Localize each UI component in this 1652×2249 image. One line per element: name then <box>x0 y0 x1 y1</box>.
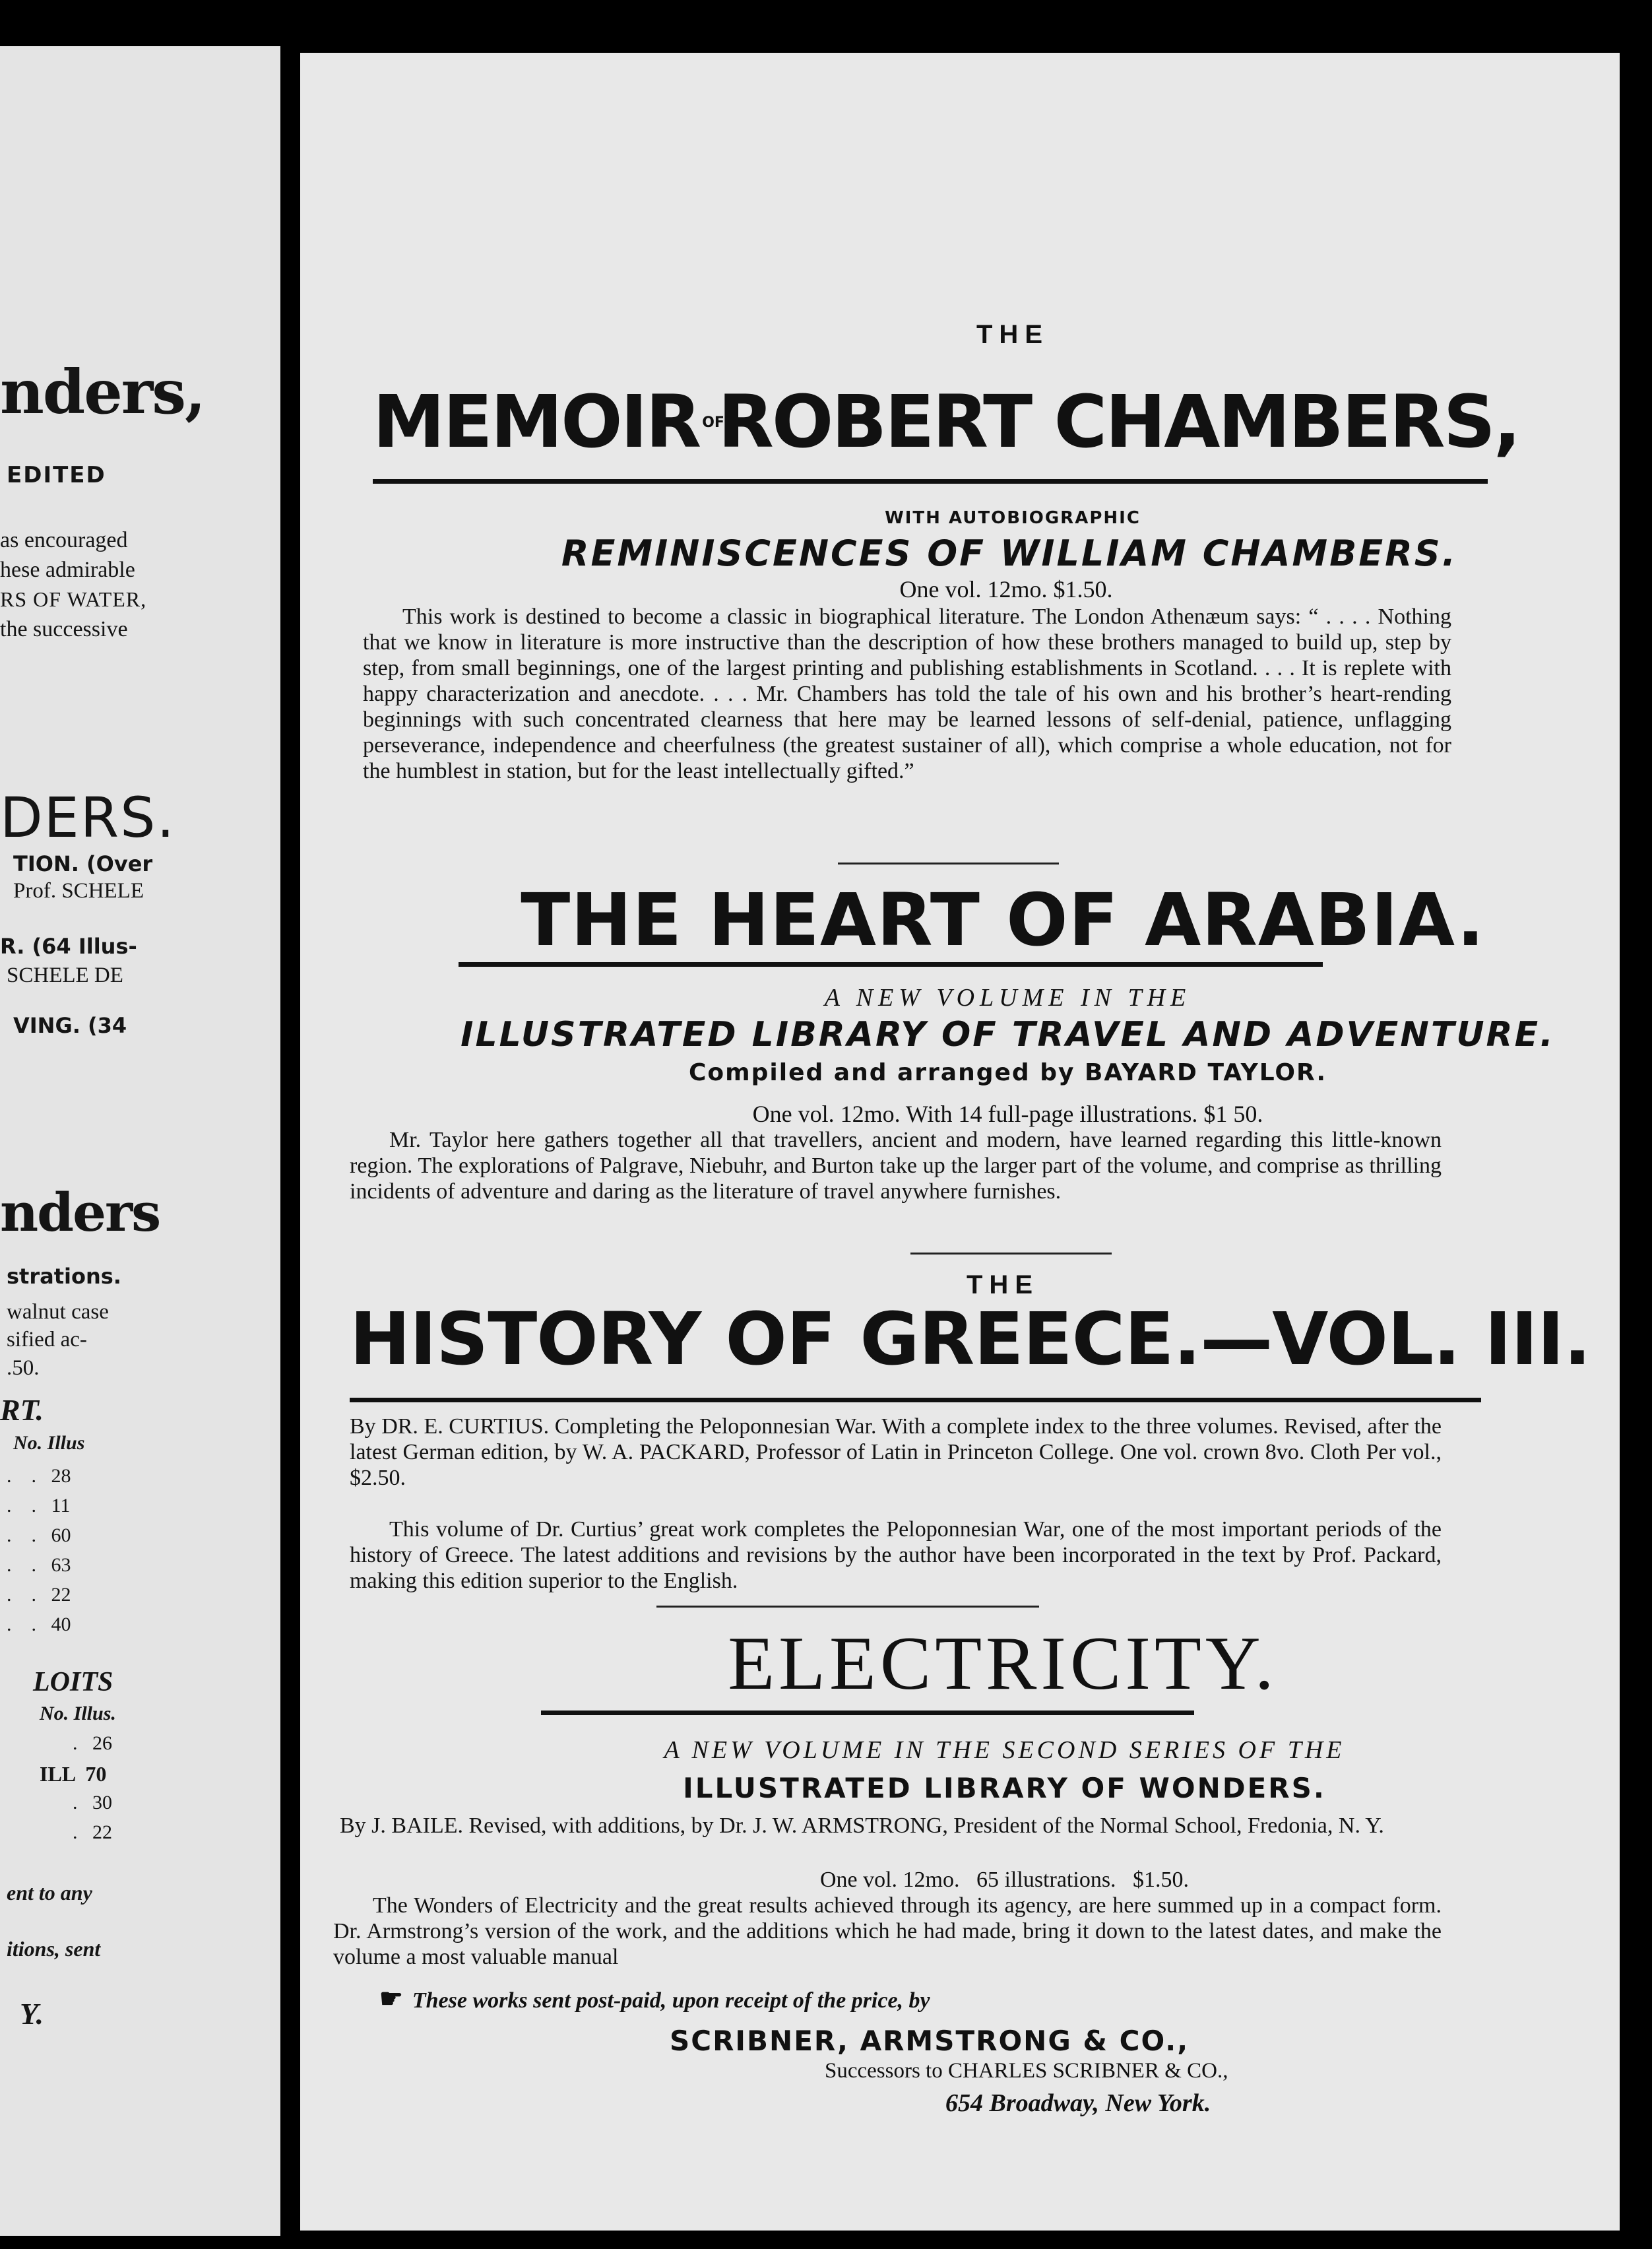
memoir-subtitle-line <box>300 533 1620 574</box>
arabia-compiled: Compiled and arranged by BAYARD TAYLOR. <box>688 1059 1327 1086</box>
arabia-line1-wrap <box>300 983 1620 1012</box>
left-fragment: ent to any <box>7 1881 92 1905</box>
left-fragment: the successive <box>0 617 128 641</box>
greece-title-underline <box>350 1398 1481 1402</box>
arabia-price: One vol. 12mo. With 14 full-page illustrations. $1 50. <box>752 1101 1263 1127</box>
footer-address: 654 Broadway, New York. <box>945 2089 1211 2117</box>
greece-the-wrap <box>300 1270 1620 1300</box>
memoir-price-line <box>300 575 1620 603</box>
left-fragment: Prof. SCHELE <box>13 879 144 903</box>
divider-1 <box>838 863 1059 864</box>
left-fragment: No. Illus. <box>40 1703 116 1724</box>
left-fragment: ILL 70 <box>40 1762 107 1786</box>
right-page <box>300 53 1620 2231</box>
arabia-price-wrap <box>300 1100 1620 1128</box>
divider-2 <box>910 1253 1112 1255</box>
left-fragment: RS OF WATER, <box>0 587 147 611</box>
electricity-line2: ILLUSTRATED LIBRARY OF WONDERS. <box>683 1772 1326 1804</box>
memoir-the: THE <box>976 320 1049 349</box>
electricity-title-wrap <box>300 1620 1620 1708</box>
left-fragment: SCHELE DE <box>7 963 123 987</box>
greece-the: THE <box>967 1270 1039 1299</box>
arabia-title: THE HEART OF ARABIA. <box>521 878 1485 962</box>
left-fragment: . 22 <box>73 1821 112 1843</box>
left-fragment: R. (64 Illus- <box>0 934 137 959</box>
memoir-body: This work is destined to become a classic in biographical literature. The London Athenæum says: “ . . . . Nothing that we know in literature is more instructive than the description of how these brothers managed to build up, step by step, from small beginnings, one of the largest printing and publishing establishments in Scotland. . . . It is replete with happy characterization and anecdote. . . . Mr. Chambers has told the tale of his own and his brother’s heart-rending beginnings with such concentrated clearness that here may be learned lessons of self-denial, patience, unflagging perseverance, independence and cheerfulness (the greatest sustainer of all), which comprise a whole education, not for the humblest in station, but for the least intellectually gifted.” <box>363 604 1451 783</box>
electricity-price-wrap <box>300 1868 1620 1893</box>
left-fragment: . . 60 <box>7 1524 71 1546</box>
arabia-line1: A NEW VOLUME IN THE <box>824 984 1191 1012</box>
left-fragment: . . 40 <box>7 1613 71 1635</box>
footer-publisher-wrap <box>670 2025 1329 2057</box>
left-fragment: itions, sent <box>7 1937 101 1961</box>
electricity-body: The Wonders of Electricity and the great results achieved through its agency, are here summed up in a compact form. Dr. Armstrong’s version of the work, and the additions which he had made, bring it down to the latest dates, and make the volume a most valuable manual <box>333 1893 1442 1969</box>
left-fragment: . 26 <box>73 1732 112 1754</box>
left-fragment: nders <box>0 1181 160 1243</box>
arabia-compiled-wrap <box>300 1059 1620 1086</box>
left-fragment: walnut case <box>7 1300 109 1324</box>
greece-body: This volume of Dr. Curtius’ great work completes the Peloponnesian War, one of the most important periods of the history of Greece. The latest additions and revisions by the author have been incorporated in the text by Prof. Packard, making this edition superior to the English. <box>350 1517 1442 1593</box>
arabia-line2-wrap <box>300 1015 1620 1055</box>
footer-notice: These works sent post-paid, upon receipt of the price, by <box>412 1988 930 2013</box>
left-fragment: Y. <box>20 1997 44 2031</box>
arabia-title-line <box>300 878 1620 962</box>
electricity-line2-wrap <box>300 1772 1620 1804</box>
left-fragment: No. Illus <box>13 1432 85 1454</box>
memoir-section <box>300 320 1620 350</box>
memoir-of: OF <box>702 414 724 431</box>
left-fragment: EDITED <box>7 462 106 488</box>
left-fragment: sified ac- <box>7 1328 87 1352</box>
arabia-line2: ILLUSTRATED LIBRARY OF TRAVEL AND ADVENTURE. <box>461 1015 1555 1055</box>
electricity-line1: A NEW VOLUME IN THE SECOND SERIES OF THE <box>664 1736 1345 1764</box>
left-fragment: VING. (34 <box>13 1013 127 1038</box>
left-fragment: . . 11 <box>7 1495 71 1516</box>
footer-successors: Successors to CHARLES SCRIBNER & CO., <box>825 2059 1228 2083</box>
footer-publisher: SCRIBNER, ARMSTRONG & CO., <box>670 2025 1190 2057</box>
memoir-subtitle: REMINISCENCES OF WILLIAM CHAMBERS. <box>561 533 1458 574</box>
left-fragment: . . 22 <box>7 1584 71 1606</box>
electricity-title-underline <box>541 1711 1194 1715</box>
arabia-title-underline <box>459 962 1323 967</box>
left-page-fragment <box>0 46 280 2236</box>
left-fragment: strations. <box>7 1264 121 1289</box>
electricity-price: One vol. 12mo. 65 illustrations. $1.50. <box>819 1868 1190 1892</box>
left-fragment: hese admirable <box>0 558 135 582</box>
electricity-byline: By J. BAILE. Revised, with additions, by Dr. J. W. ARMSTRONG, President of the Normal School, Fredonia, N. Y. <box>340 1813 1384 1838</box>
left-fragment: nders, <box>0 356 205 428</box>
left-fragment: DERS. <box>0 785 176 850</box>
memoir-with-line <box>300 508 1620 528</box>
memoir-title-left: MEMOIR <box>373 379 700 464</box>
left-fragment: TION. (Over <box>13 851 153 876</box>
memoir-with: WITH AUTOBIOGRAPHIC <box>885 508 1141 528</box>
arabia-body: Mr. Taylor here gathers together all that travellers, ancient and modern, have learned regarding this little-known region. The explorations of Palgrave, Niebuhr, and Burton take up the larger part of the volume, and comprise as thrilling incidents of adventure and daring as the literature of travel anywhere furnishes. <box>350 1128 1442 1204</box>
left-fragment: . 30 <box>73 1792 112 1813</box>
pointing-hand-icon: ☛ <box>379 1984 403 2013</box>
left-fragment: LOITS <box>33 1667 113 1697</box>
left-fragment: RT. <box>0 1393 44 1427</box>
memoir-price: One vol. 12mo. $1.50. <box>899 576 1113 603</box>
left-fragment: as encouraged <box>0 528 128 552</box>
footer-successors-wrap <box>825 2059 1484 2083</box>
divider-3 <box>656 1606 1039 1608</box>
greece-title: HISTORY OF GREECE.—VOL. III. <box>350 1297 1591 1381</box>
left-fragment: .50. <box>7 1356 40 1380</box>
memoir-title-underline <box>373 479 1488 484</box>
memoir-title-right: ROBERT CHAMBERS, <box>718 379 1519 464</box>
greece-title-wrap <box>350 1297 1603 1381</box>
electricity-line1-wrap <box>300 1736 1620 1765</box>
greece-byline: By DR. E. CURTIUS. Completing the Peloponnesian War. With a complete index to the three volumes. Revised, after the latest German edition, by W. A. PACKARD, Professor of Latin in Princeton College. One vol. crown 8vo. Cloth Per vol., $2.50. <box>350 1414 1442 1490</box>
left-fragment: . . 63 <box>7 1554 71 1576</box>
electricity-title: ELECTRICITY. <box>728 1621 1278 1706</box>
left-fragment: . . 28 <box>7 1465 71 1487</box>
footer-address-wrap <box>945 2089 1605 2118</box>
memoir-title <box>373 379 1620 464</box>
footer-notice-line <box>379 1983 1501 2014</box>
